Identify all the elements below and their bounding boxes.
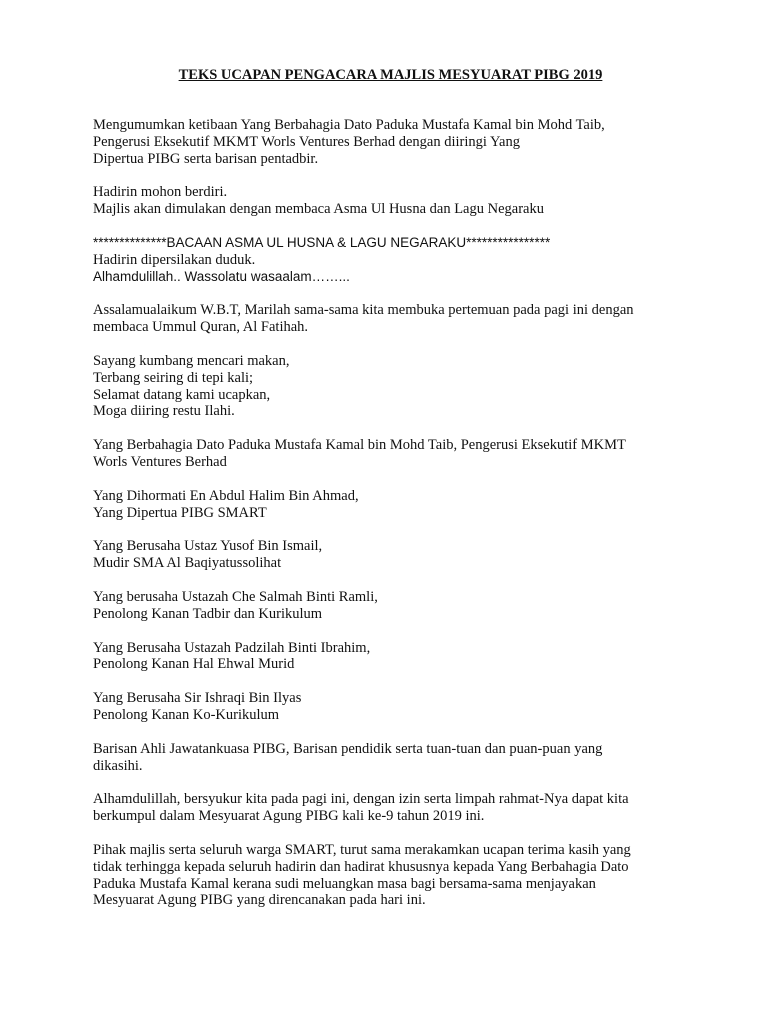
text-line: Selamat datang kami ucapkan, (93, 386, 271, 403)
text-line: Penolong Kanan Hal Ehwal Murid (93, 656, 295, 673)
text-line: **************BACAAN ASMA UL HUSNA & LAGU NEGARAKU**************** (93, 234, 551, 250)
text-line: Mengumumkan ketibaan Yang Berbahagia Dato Paduka Mustafa Kamal bin Mohd Taib, (93, 117, 605, 133)
text-line: Hadirin dipersilakan duduk. (93, 251, 256, 268)
text-line: Hadirin mohon berdiri. (93, 184, 228, 201)
text-line: Sayang kumbang mencari makan, (93, 352, 290, 369)
paragraph-announcement (93, 117, 688, 167)
text-line: Dipertua PIBG serta barisan pentadbir. (93, 150, 319, 167)
salutation-yang-dipertua (93, 488, 688, 522)
text-line: berkumpul dalam Mesyuarat Agung PIBG kali ke-9 tahun 2019 ini. (93, 808, 485, 825)
salutation-mudir (93, 538, 688, 572)
text-line: Penolong Kanan Tadbir dan Kurikulum (93, 605, 323, 622)
text-line: Yang berusaha Ustazah Che Salmah Binti Ramli, (93, 588, 378, 605)
paragraph-opening (93, 302, 688, 336)
paragraph-gratitude (93, 791, 688, 825)
text-line: Assalamualaikum W.B.T, Marilah sama-sama kita membuka pertemuan pada pagi ini dengan (93, 302, 634, 319)
text-line: Yang Berbahagia Dato Paduka Mustafa Kamal bin Mohd Taib, Pengerusi Eksekutif MKMT (93, 437, 626, 454)
text-line: Majlis akan dimulakan dengan membaca Asma Ul Husna dan Lagu Negaraku (93, 201, 544, 218)
text-line: Penolong Kanan Ko-Kurikulum (93, 706, 280, 723)
salutation-pk-hem (93, 640, 688, 674)
text-line: tidak terhingga kepada seluruh hadirin dan hadirat khususnya kepada Yang Berbahagia Dato (93, 858, 629, 875)
text-line: Worls Ventures Berhad (93, 453, 227, 470)
text-line: Mudir SMA Al Baqiyatussolihat (93, 555, 282, 572)
text-line: Yang Berusaha Sir Ishraqi Bin Ilyas (93, 690, 302, 707)
paragraph-stand (93, 184, 688, 218)
text-line: Alhamdulillah, bersyukur kita pada pagi ini, dengan izin serta limpah rahmat-Nya dapat kita (93, 791, 629, 808)
text-line: Yang Dipertua PIBG SMART (93, 504, 267, 521)
salutation-committee (93, 741, 688, 775)
text-line: Yang Berusaha Ustazah Padzilah Binti Ibrahim, (93, 639, 371, 656)
text-line: Terbang seiring di tepi kali; (93, 369, 254, 386)
paragraph-anthem (93, 235, 688, 285)
text-line: Pengerusi Eksekutif MKMT Worls Ventures Berhad dengan diiringi Yang (93, 133, 520, 150)
salutation-chairman (93, 437, 688, 471)
text-line: membaca Ummul Quran, Al Fatihah. (93, 319, 309, 336)
document-title: TEKS UCAPAN PENGACARA MAJLIS MESYUARAT PIBG 2019 (178, 67, 603, 83)
text-line: Pihak majlis serta seluruh warga SMART, turut sama merakamkan ucapan terima kasih yang (93, 841, 631, 858)
text-line: Moga diiring restu Ilahi. (93, 403, 235, 420)
text-line: Yang Dihormati En Abdul Halim Bin Ahmad, (93, 487, 359, 504)
text-line: Barisan Ahli Jawatankuasa PIBG, Barisan pendidik serta tuan-tuan dan puan-puan yang (93, 740, 603, 757)
salutation-pk-kokurikulum (93, 690, 688, 724)
text-line: Mesyuarat Agung PIBG yang direncanakan pada hari ini. (93, 892, 426, 909)
text-line: Paduka Mustafa Kamal kerana sudi meluangkan masa bagi bersama-sama menjayakan (93, 875, 596, 892)
text-line: dikasihi. (93, 757, 143, 774)
pantun (93, 353, 688, 420)
text-line: Alhamdulillah.. Wassolatu wasaalam……... (93, 268, 350, 284)
text-line: Yang Berusaha Ustaz Yusof Bin Ismail, (93, 538, 323, 555)
paragraph-thanks (93, 842, 688, 909)
salutation-pk-tadbir (93, 589, 688, 623)
